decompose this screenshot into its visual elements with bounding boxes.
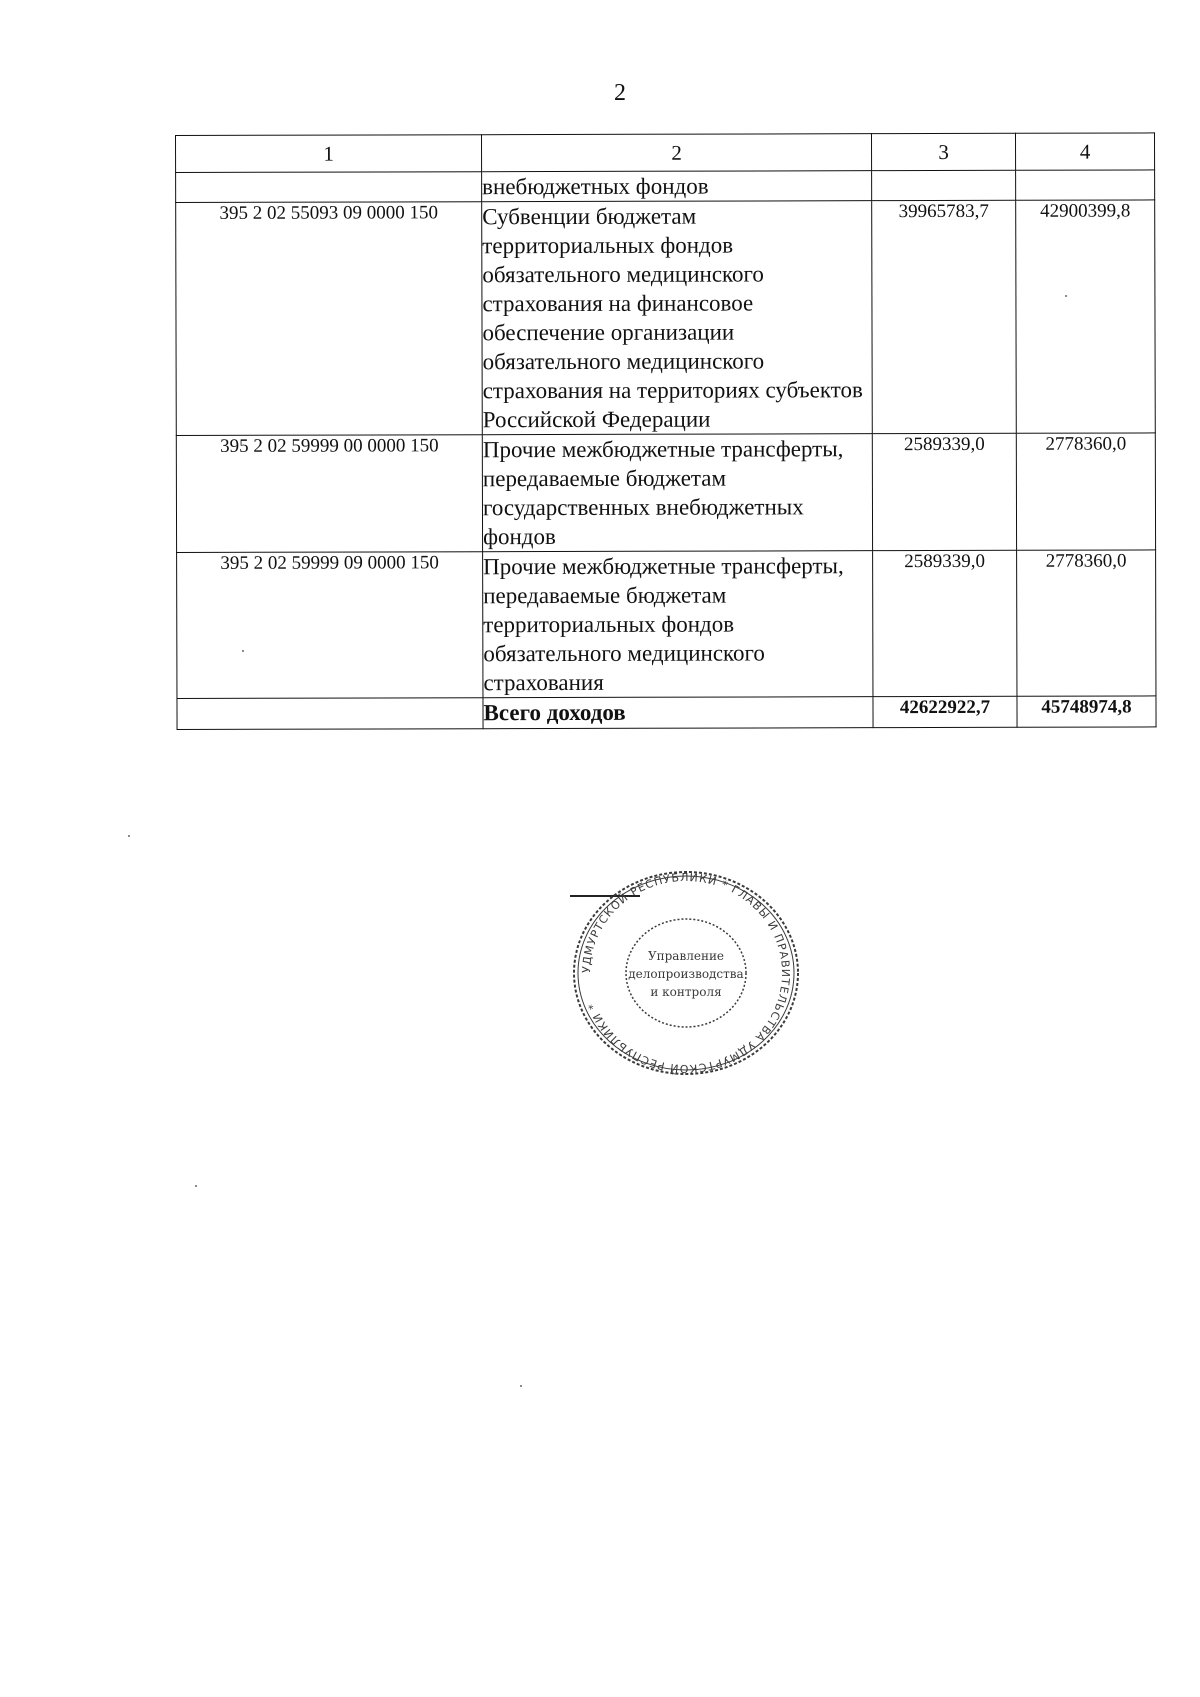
cell-col3 [872,170,1016,200]
cell-code: 395 2 02 55093 09 0000 150 [176,202,483,436]
budget-table [175,132,1157,730]
cell-name: Прочие межбюджетные трансферты, передаваемые бюджетам государственных внебюджетных фондов [482,434,872,552]
cell-col3: 2589339,0 [872,433,1016,550]
header-row [176,133,1155,173]
cell-name: Прочие межбюджетные трансферты, передаваемые бюджетам территориальных фондов обязательного медицинского страхования [483,551,873,698]
cell-col4 [1016,170,1155,200]
total-row [177,696,1156,730]
table-row [176,170,1155,203]
total-col3: 42622922,7 [873,696,1017,727]
total-col4: 45748974,8 [1017,696,1156,727]
cell-col4: 42900399,8 [1016,200,1156,433]
scan-speck [195,1185,197,1187]
cell-code [176,172,482,203]
cell-name: Субвенции бюджетам территориальных фондов обязательного медицинского страхования на финансовое обеспечение организации обязательного медицинского страхования на территориях субъектов Российской Федерации [482,201,873,435]
scan-speck [1065,295,1067,297]
column-header: 3 [871,133,1015,170]
cell-code: 395 2 02 59999 00 0000 150 [176,435,482,553]
cell-empty [177,698,483,730]
cell-col3: 39965783,7 [872,200,1017,433]
cell-name: внебюджетных фондов [482,171,872,202]
official-seal [570,868,802,1078]
scan-speck [520,1385,522,1387]
table-row [176,433,1155,553]
cell-col3: 2589339,0 [873,550,1017,696]
page-number: 2 [614,80,626,106]
cell-col4: 2778360,0 [1016,433,1155,550]
cell-code: 395 2 02 59999 09 0000 150 [177,552,483,699]
cell-col4: 2778360,0 [1017,550,1156,696]
seal-center-line: Управление [647,949,725,963]
scan-speck [128,835,130,837]
column-header: 1 [176,135,482,173]
seal-ring-text: УДМУРТСКОЙ РЕСПУБЛИКИ * ГЛАВЫ И ПРАВИТЕЛЬСТВА УДМУРТСКОЙ РЕСПУБЛИКИ * [579,870,793,1076]
seal-center-line: и контроля [650,985,722,999]
column-header: 2 [482,134,872,172]
table-row [176,200,1156,436]
column-header: 4 [1015,133,1154,170]
scan-speck [242,650,244,652]
table-row [177,550,1156,699]
seal-center-line: делопроизводства [628,967,744,981]
total-label: Всего доходов [483,697,873,729]
